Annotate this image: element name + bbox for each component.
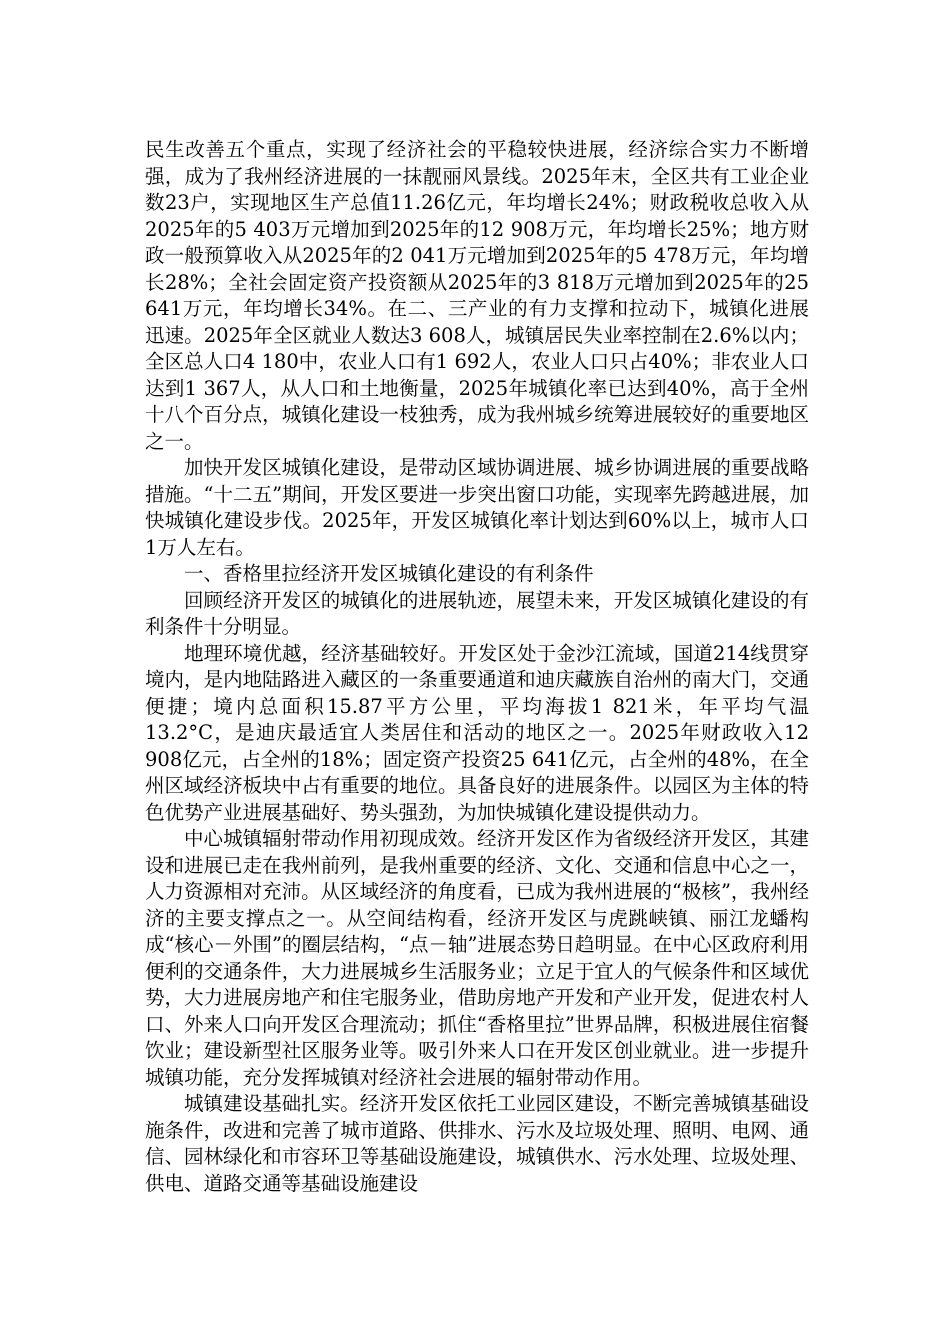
paragraph-infrastructure: 城镇建设基础扎实。经济开发区依托工业园区建设，不断完善城镇基础设施条件，改进和完善了城市道路、供排水、污水及垃圾处理、照明、电网、通信、园林绿化和市容环卫等基础设施建设，城镇供水、污水处理、垃圾处理、供电、道路交通等基础设施建设 <box>145 1092 809 1195</box>
section-heading: 一、香格里拉经济开发区城镇化建设的有利条件 <box>184 562 594 585</box>
paragraph-geography: 地理环境优越，经济基础较好。开发区处于金沙江流域，国道214线贯穿境内，是内地陆路进入藏区的一条重要通道和迪庆藏族自治州的南大门，交通便捷；境内总面积15.87平方公里，平均海拔1 821米，年平均气温13.2°C，是迪庆最适宜人类居住和活动的地区之一。2025年财政收入12 908亿元，占全州的18%；固定资产投资25 641亿元，占全州的48%，在全州区域经济板块中占有重要的地位。具备良好的进展条件。以园区为主体的特色优势产业进展基础好、势头强劲，为加快城镇化建设提供动力。 <box>145 641 809 824</box>
paragraph-urbanization-strategy: 加快开发区城镇化建设，是带动区域协调进展、城乡协调进展的重要战略措施。“十二五”期间，开发区要进一步突出窗口功能，实现率先跨越进展，加快城镇化建设步伐。2025年，开发区城镇化率计划达到60%以上，城市人口1万人左右。 <box>145 456 809 559</box>
document-page <box>145 137 809 1197</box>
paragraph-central-town: 中心城镇辐射带动作用初现成效。经济开发区作为省级经济开发区，其建设和进展已走在我州前列，是我州重要的经济、文化、交通和信息中心之一，人力资源相对充沛。从区域经济的角度看，已成为我州进展的“极核”，我州经济的主要支撑点之一。从空间结构看，经济开发区与虎跳峡镇、丽江龙蟠构成“核心－外围”的圈层结构，“点－轴”进展态势日趋明显。在中心区政府利用便利的交通条件，大力进展城乡生活服务业；立足于宜人的气候条件和区域优势，大力进展房地产和住宅服务业，借助房地产开发和产业开发，促进农村人口、外来人口向开发区合理流动；抓住“香格里拉”世界品牌，积极进展住宿餐饮业；建设新型社区服务业等。吸引外来人口在开发区创业就业。进一步提升城镇功能，充分发挥城镇对经济社会进展的辐射带动作用。 <box>145 827 809 1089</box>
paragraph-economy-overview: 民生改善五个重点，实现了经济社会的平稳较快进展，经济综合实力不断增强，成为了我州经济进展的一抹靓丽风景线。2025年末，全区共有工业企业数23户，实现地区生产总值11.26亿元，年均增长24%；财政税收总收入从2025年的5 403万元增加到2025年的12 908万元，年均增长25%；地方财政一般预算收入从2025年的2 041万元增加到2025年的5 478万元，年均增长28%；全社会固定资产投资额从2025年的3 818万元增加到2025年的25 641万元，年均增长34%。在二、三产业的有力支撑和拉动下，城镇化进展迅速。2025年全区就业人数达3 608人，城镇居民失业率控制在2.6%以内；全区总人口4 180中，农业人口有1 692人，农业人口只占40%；非农业人口达到1 367人，从人口和土地衡量，2025年城镇化率已达到40%，高于全州十八个百分点，城镇化建设一枝独秀，成为我州城乡统筹进展较好的重要地区之一。 <box>145 138 809 453</box>
paragraph-review: 回顾经济开发区的城镇化的进展轨迹，展望未来，开发区城镇化建设的有利条件十分明显。 <box>145 588 809 638</box>
